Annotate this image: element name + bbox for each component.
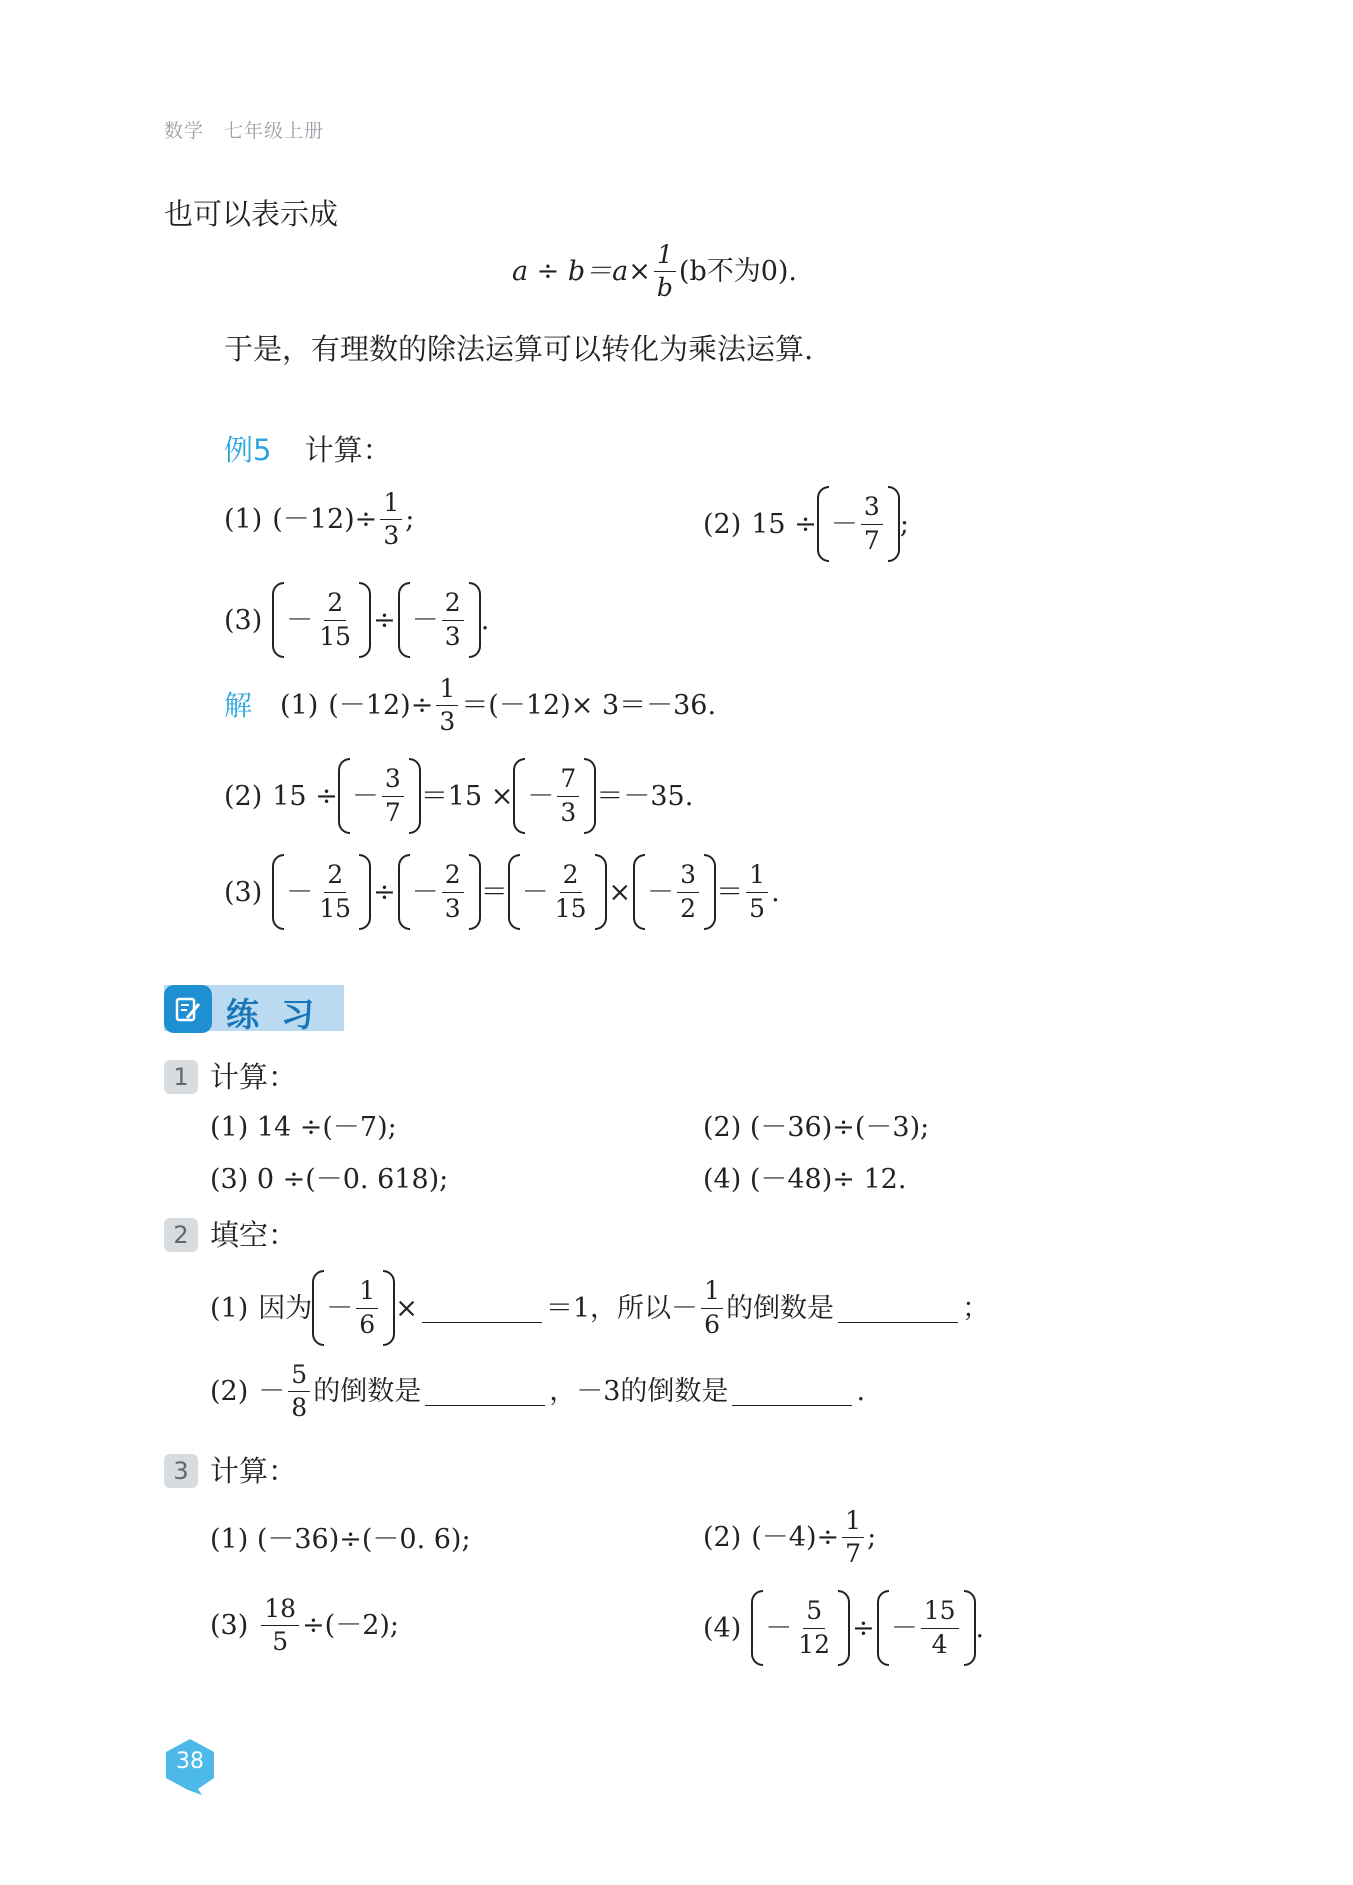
p3d-end: . [975, 1612, 985, 1644]
s3-equals-2: ＝ [716, 876, 744, 908]
p2b-end: . [856, 1376, 866, 1408]
fraction-denominator: 15 [554, 893, 587, 923]
example-prompt: 计算： [304, 433, 392, 467]
fraction-denominator: 7 [384, 797, 401, 827]
question-number-badge: 1 [164, 1060, 198, 1094]
fraction-numerator: 1 [701, 1278, 723, 1308]
q2-paren [817, 486, 900, 562]
answer-blank[interactable] [838, 1294, 958, 1323]
s1-index: (1) [280, 690, 319, 722]
s2-result: ＝－35. [596, 780, 694, 812]
answer-blank[interactable] [422, 1294, 542, 1323]
p3c-rest: ÷(－2); [302, 1610, 400, 1642]
p2a-times: × [395, 1292, 418, 1324]
fraction-denominator: b [656, 273, 673, 303]
practice-1d: (4) (－48)÷ 12. [703, 1164, 907, 1195]
example-q3 [224, 582, 489, 658]
fraction-denominator: 5 [272, 1627, 289, 1657]
p3d-fraction-1 [795, 1598, 833, 1658]
solution-s2 [224, 758, 693, 834]
q1-dividend: (－12)÷ [272, 504, 378, 536]
p3d-paren-1 [751, 1590, 850, 1666]
p2b-middle: ，－3的倒数是 [549, 1376, 729, 1408]
fraction-denominator: 12 [798, 1629, 831, 1659]
p3d-fraction-2 [921, 1598, 959, 1658]
s2-fraction-2 [557, 766, 579, 826]
fraction-numerator: 1 [436, 676, 458, 706]
q1-end: ; [405, 504, 415, 536]
p2a-end: ； [962, 1292, 990, 1324]
p3c-fraction [261, 1596, 299, 1656]
neg-sign: － [527, 780, 555, 812]
p2b-tail: 的倒数是 [313, 1376, 422, 1408]
p3b-dividend: (－4)÷ [751, 1522, 840, 1554]
s3-paren-4 [633, 854, 716, 930]
practice-2-heading [164, 1218, 297, 1252]
p2a-index: (1) [210, 1292, 249, 1324]
pencil-note-icon [164, 985, 212, 1033]
fraction-denominator: 3 [439, 707, 456, 737]
fraction-numerator: 1 [842, 1508, 864, 1538]
p2b-fraction [288, 1362, 310, 1422]
fraction-numerator: 2 [442, 590, 464, 620]
fraction-numerator: 2 [324, 590, 346, 620]
fraction-numerator: 3 [677, 862, 699, 892]
fraction-numerator: 5 [288, 1362, 310, 1392]
neg-sign: － [351, 780, 379, 812]
reciprocal-formula [512, 242, 797, 302]
example-heading [224, 433, 392, 467]
p3b-end: ; [867, 1522, 877, 1554]
fraction-numerator: 2 [560, 862, 582, 892]
solution-s1 [224, 676, 716, 736]
q1-index: (1) [224, 504, 263, 536]
neg-sign: － [890, 1612, 918, 1644]
practice-1-heading [164, 1060, 297, 1094]
s3-divide: ÷ [373, 876, 396, 908]
neg-sign: － [286, 604, 314, 636]
p3d-paren-2 [877, 1590, 976, 1666]
conclusion-text: 于是，有理数的除法运算可以转化为乘法运算. [224, 332, 814, 366]
fraction-numerator: 3 [382, 766, 404, 796]
fraction-denominator: 6 [704, 1309, 721, 1339]
p3b-index: (2) [703, 1522, 742, 1554]
practice-3-prompt: 计算： [210, 1453, 298, 1488]
practice-2-prompt: 填空： [210, 1217, 298, 1252]
p2a-tail: 的倒数是 [726, 1292, 835, 1324]
q3-fraction-2 [442, 590, 464, 650]
p2a-equals: ＝1，所以－ [545, 1292, 699, 1324]
practice-3a: (1) (－36)÷(－0. 6); [210, 1524, 471, 1555]
example-label: 例5 [224, 433, 272, 467]
p2a-prefix: 因为 [258, 1292, 313, 1324]
s3-fraction-4 [677, 862, 699, 922]
q3-end: . [480, 604, 490, 636]
p3b-fraction [842, 1508, 864, 1568]
q2-index: (2) [703, 508, 742, 540]
fraction-denominator: 8 [291, 1393, 308, 1423]
p3d-index: (4) [703, 1612, 742, 1644]
fraction-denominator: 7 [863, 525, 880, 555]
neg-sign: － [411, 876, 439, 908]
formula-condition: (b不为0). [678, 256, 798, 288]
practice-3d [703, 1590, 984, 1666]
q1-fraction [380, 490, 402, 550]
practice-3b [703, 1508, 876, 1568]
q2-end: ; [899, 508, 909, 540]
formula-fraction [654, 242, 676, 302]
s3-equals: ＝ [480, 876, 508, 908]
q3-index: (3) [224, 604, 263, 636]
fraction-numerator: 5 [803, 1598, 825, 1628]
example-q2 [703, 486, 909, 562]
fraction-numerator: 15 [921, 1598, 959, 1628]
practice-title: 练习 [226, 995, 336, 1034]
practice-3c [210, 1596, 399, 1656]
p2a-fraction [356, 1278, 378, 1338]
fraction-numerator: 2 [442, 862, 464, 892]
p2a-paren [312, 1270, 395, 1346]
p2a-fraction-2 [701, 1278, 723, 1338]
fraction-denominator: 2 [680, 893, 697, 923]
fraction-denominator: 15 [319, 621, 352, 651]
fraction-numerator: 3 [861, 494, 883, 524]
fraction-denominator: 3 [444, 893, 461, 923]
question-number-badge: 2 [164, 1218, 198, 1252]
solution-s3 [224, 854, 780, 930]
fraction-denominator: 3 [444, 621, 461, 651]
fraction-denominator: 3 [560, 797, 577, 827]
question-number-badge: 3 [164, 1454, 198, 1488]
practice-2a [210, 1270, 989, 1346]
s3-end: . [771, 876, 780, 908]
q2-dividend: 15 ÷ [751, 508, 817, 540]
p3c-index: (3) [210, 1610, 249, 1642]
s2-paren-2 [513, 758, 596, 834]
practice-1b: (2) (－36)÷(－3); [703, 1112, 930, 1143]
fraction-numerator: 2 [324, 862, 346, 892]
neg-sign: － [830, 508, 858, 540]
neg-sign: － [765, 1612, 793, 1644]
fraction-denominator: 3 [383, 521, 400, 551]
fraction-numerator: 1 [654, 242, 676, 272]
s3-fraction-1 [316, 862, 354, 922]
practice-2b [210, 1362, 865, 1422]
q3-fraction-1 [316, 590, 354, 650]
s2-paren-1 [338, 758, 421, 834]
fraction-numerator: 18 [261, 1596, 299, 1626]
s3-paren-3 [508, 854, 607, 930]
q3-operator: ÷ [373, 604, 396, 636]
fraction-numerator: 7 [557, 766, 579, 796]
neg-sign: － [647, 876, 675, 908]
fraction-denominator: 5 [749, 893, 766, 923]
neg-sign: － [521, 876, 549, 908]
neg-sign: － [326, 1292, 354, 1324]
s3-index: (3) [224, 876, 263, 908]
formula-left: a ÷ b＝a× [512, 256, 651, 288]
q3-paren-2 [398, 582, 481, 658]
answer-blank[interactable] [732, 1377, 852, 1406]
fraction-denominator: 15 [319, 893, 352, 923]
fraction-numerator: 1 [746, 862, 768, 892]
practice-1c: (3) 0 ÷(－0. 618); [210, 1164, 449, 1195]
practice-1-prompt: 计算： [210, 1059, 298, 1094]
s2-dividend: 15 ÷ [272, 780, 338, 812]
solution-label: 解 [224, 688, 253, 722]
intro-text: 也可以表示成 [164, 197, 339, 231]
s3-paren-2 [398, 854, 481, 930]
fraction-denominator: 4 [931, 1629, 948, 1659]
neg-sign: － [411, 604, 439, 636]
fraction-denominator: 6 [359, 1309, 376, 1339]
s1-fraction [436, 676, 458, 736]
s3-result-fraction [746, 862, 768, 922]
fraction-numerator: 1 [356, 1278, 378, 1308]
s3-fraction-2 [442, 862, 464, 922]
q3-paren-1 [272, 582, 371, 658]
s2-middle: ＝15 × [420, 780, 514, 812]
practice-3-heading [164, 1454, 297, 1488]
q2-fraction [861, 494, 883, 554]
answer-blank[interactable] [425, 1377, 545, 1406]
fraction-denominator: 7 [845, 1539, 862, 1569]
p2b-index: (2) [210, 1376, 249, 1408]
neg-sign: － [258, 1376, 286, 1408]
s1-result: ＝(－12)× 3＝－36. [461, 690, 717, 722]
s3-times: × [608, 876, 632, 908]
s1-dividend: (－12)÷ [328, 690, 434, 722]
s2-fraction-1 [382, 766, 404, 826]
neg-sign: － [286, 876, 314, 908]
p3d-operator: ÷ [852, 1612, 875, 1644]
s3-paren-1 [272, 854, 371, 930]
page-number: 38 [176, 1749, 204, 1774]
running-header: 数学 七年级上册 [164, 120, 325, 142]
s3-fraction-3 [552, 862, 590, 922]
fraction-numerator: 1 [380, 490, 402, 520]
s2-index: (2) [224, 780, 263, 812]
example-q1 [224, 490, 414, 550]
practice-1a: (1) 14 ÷(－7); [210, 1112, 397, 1143]
